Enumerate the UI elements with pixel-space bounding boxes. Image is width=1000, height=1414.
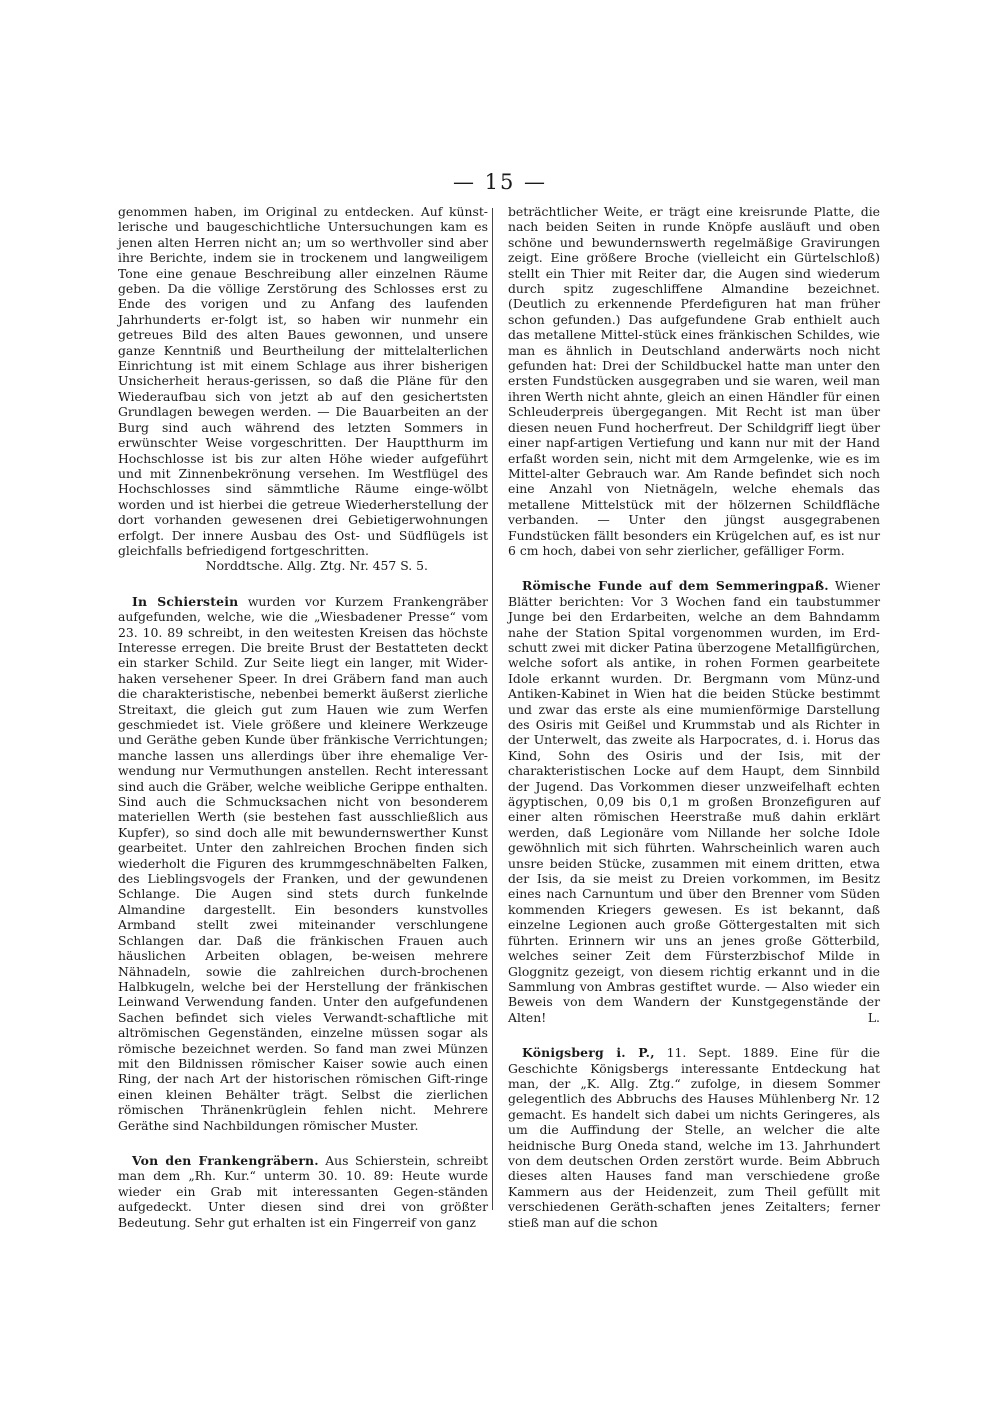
right-intro-paragraph: beträchtlicher Weite, er trägt eine kreisrunde Platte, die nach beiden Seiten in runde Knöpfe ausläuft und oben schöne und bewundernswerth regelmäßige Gravirungen zeigt. Eine größere Broche (vielleicht ein Gürtelschloß) stellt ein Thier mit Reiter dar, die Augen sind wiederum durch spitz zugeschliffene Almandine bezeichnet. (Deutlich zu erkennende Pferdefiguren hat man früher schon gefunden.) Das aufgefundene Grab enthielt auch das metallene Mittel-stück eines fränkischen Schildes, wie man es ähnlich in Deutschland anderwärts noch nicht gefunden hat: Drei der Schildbuckel hatte man unter den ersten Fundstücken ausgegraben und sie waren, weil man ihren Werth nicht ahnte, gleich an einen Händler für einen Schleuderpreis übergegangen. Mit Recht ist man über diesen neuen Fund hocherfreut. Der Schildgriff liegt über einer napf-artigen Vertiefung und kann nur mit der Hand erfaßt worden sein, nicht mit dem Armgelenke, wie es im Mittel-alter Gebrauch war. Am Rande befindet sich noch eine Anzahl von Nietnägeln, welche ehemals das metallene Mittelstück mit der hölzernen Schildfläche verbanden. — Unter den jüngst ausgegrabenen Fundstücken fällt besonders ein Krügelchen auf, es ist nur 6 cm hoch, dabei von sehr zierlicher, gefälliger Form.: [508, 204, 880, 558]
schierstein-heading: In Schierstein: [132, 593, 239, 609]
semmering-text: Wiener Blätter berichten: Vor 3 Wochen fand ein taubstummer Junge bei den Erdarbeiten, welche an dem Bahndamm nahe der Station Spital vorgenommen wurden, im Erd-schutt zwei mit dicker Patina überzogene Metallfigürchen, welche sofort als antike, in rohen Formen gearbeitete Idole erkannt wurden. Dr. Bergmann vom Münz-und Antiken-Kabinet in Wien hat die beiden Stücke bestimmt und zwar das erste als eine mumienförmige Darstellung des Osiris mit Geißel und Krummstab und als Richter in der Unterwelt, das zweite als Harpocrates, d. i. Horus das Kind, Sohn des Osiris und der Isis, mit der charakteristischen Locke auf dem Haupt, dem Sinnbild der Jugend. Das Vorkommen dieser unzweifelhaft echten ägyptischen, 0,09 bis 0,1 m großen Bronzefiguren auf einer alten römischen Heerstraße muß dahin erklärt werden, daß Legionäre vom Nillande her solche Idole gewöhnlich mit sich führten. Wahrscheinlich waren auch unsre beiden Stücke, zusammen mit einem dritten, etwa der Isis, da sie meist zu Dreien vorkommen, im Besitz eines nach Carnuntum und über den Brenner vom Süden kommenden Kriegers gewesen. Es ist bekannt, daß einzelne Legionen auch große Göttergestalten mit sich führten. Erinnern wir uns an jenes große Götterbild, welches seiner Zeit dem Fürsterzbischof Milde in Gloggnitz gezeigt, von diesem richtig erkannt und in die Sammlung von Ambras gestiftet wurde. — Also wieder ein Beweis von dem Wandern der Kunstgegenstände der Alten!: [508, 578, 880, 1025]
koenigsberg-text: 11. Sept. 1889. Eine für die Geschichte Königsbergs interessante Entdeckung hat man, der „K. Allg. Ztg.“ zufolge, in diesem Sommer gelegentlich des Abbruchs des Hauses Mühlenberg Nr. 12 gemacht. Es handelt sich dabei um nichts Geringeres, als um die Auffindung der Stelle, an welcher die alte heidnische Burg Oneda stand, welche im 13. Jahrhundert von dem deutschen Orden zerstört wurde. Beim Abbruch dieses alten Hauses fand man verschiedene große Kammern aus der Heidenzeit, zum Theil gefüllt mit verschiedenen Geräth-schaften jenes Zeitalters; ferner stieß man auf die schon: [508, 1045, 880, 1230]
right-column: [508, 204, 880, 1230]
franken-text: Aus Schierstein, schreibt man dem „Rh. Kur.“ unterm 30. 10. 89: Heute wurde wieder ein Grab mit interessanten Gegen-ständen aufgedeckt. Unter diesen sind drei von größter Bedeutung. Sehr gut erhalten ist ein Fingerreif von ganz: [118, 1152, 488, 1230]
franken-article: [118, 1153, 488, 1230]
semmering-heading: Römische Funde auf dem Semmeringpaß.: [522, 578, 829, 594]
semmering-article: [508, 578, 880, 1025]
intro-source: Norddtsche. Allg. Ztg. Nr. 457 S. 5.: [205, 558, 428, 574]
left-column: [118, 204, 488, 1230]
semmering-signature: L.: [867, 1009, 880, 1025]
schierstein-article: [118, 594, 488, 1133]
koenigsberg-heading: Königsberg i. P.,: [522, 1045, 655, 1061]
franken-heading: Von den Frankengräbern.: [132, 1152, 319, 1168]
intro-paragraph: genommen haben, im Original zu entdecken. Auf künst-lerische und baugeschichtliche Untersuchungen kam es jenen alten Herren nicht an; um so werthvoller sind aber ihre Berichte, indem sie in trockenem und langweiligem Tone eine genaue Beschreibung aller einzelnen Räume geben. Da die völlige Zerstörung des Schlosses erst zu Ende des vorigen und zu Anfang des laufenden Jahrhunderts er-folgt ist, so haben wir nunmehr ein getreues Bild des alten Baues gewonnen, und unsere ganze Kenntniß und Beurtheilung der mittelalterlichen Einrichtung ist mit einem Schlage aus ihrer bisherigen Unsicherheit heraus-gerissen, so daß die Pläne für den Wiederaufbau sich von jetzt ab auf den gesichertsten Grundlagen bewegen werden. — Die Bauarbeiten an der Burg sind auch während des letzten Sommers in erwünschter Weise vorgeschritten. Der Hauptthurm im Hochschlosse ist bis zur alten Höhe wieder aufgeführt und mit Zinnenbekrönung versehen. Im Westflügel des Hochschlosses sind sämmtliche Räume einge-wölbt worden und ist hierbei die getreue Wiederherstellung der dort vorhanden gewesenen drei Gebietigerwohnungen erfolgt. Der innere Ausbau des Ost- und Südflügels ist gleichfalls befriedigend fortgeschritten.: [118, 204, 488, 558]
column-divider: [492, 208, 493, 1210]
koenigsberg-article: [508, 1045, 880, 1230]
schierstein-text: wurden vor Kurzem Frankengräber aufgefunden, welche, wie die „Wiesbadener Presse“ vom 23. 10. 89 schreibt, in den weitesten Kreisen das höchste Interesse erregen. Die breite Brust der Bestatteten deckt ein starker Schild. Zur Seite liegt ein langer, mit Wider-haken versehener Speer. In drei Gräbern fand man auch die charakteristische, nebenbei bemerkt äußerst zierliche Streitaxt, die gleich gut zum Hauen wie zum Werfen geschmiedet ist. Viele größere und kleinere Werkzeuge und Geräthe geben Kunde über fränkische Verrichtungen; manche lassen uns allerdings über ihre ehemalige Ver-wendung nur Vermuthungen anstellen. Recht interessant sind auch die Gräber, welche weibliche Gerippe enthalten. Sind auch die Schmucksachen nicht von besonderem materiellen Werth (sie bestehen fast ausschließlich aus Kupfer), so sind doch alle mit bewundernswerther Kunst gearbeitet. Unter den zahlreichen Brochen finden sich wiederholt die Figuren des krummgeschnäbelten Falken, des Lieblingsvogels der Franken, und der gewundenen Schlange. Die Augen sind stets durch funkelnde Almandine dargestellt. Ein besonders kunstvolles Armband stellt zwei miteinander verschlungene Schlangen dar. Daß die fränkischen Frauen auch häuslichen Arbeiten oblagen, be-weisen mehrere Nähnadeln, sowie die zahlreichen durch-brochenen Halbkugeln, welche bei der Herstellung der fränkischen Leinwand Verwendung fanden. Unter den aufgefundenen Sachen befindet sich vieles Verwandt-schaftliche mit altrömischen Gegenständen, einzelne müssen sogar als römische bezeichnet werden. So fand man zwei Münzen mit den Bildnissen römischer Kaiser sowie auch einen Ring, der nach Art der historischen römischen Gift-ringe einen kleinen Behälter trägt. Selbst die zierlichen römischen Thränenkrüglein fehlen nicht. Mehrere Geräthe sind Nachbildungen römischer Muster.: [118, 593, 488, 1133]
page-number: — 15 —: [452, 170, 548, 194]
